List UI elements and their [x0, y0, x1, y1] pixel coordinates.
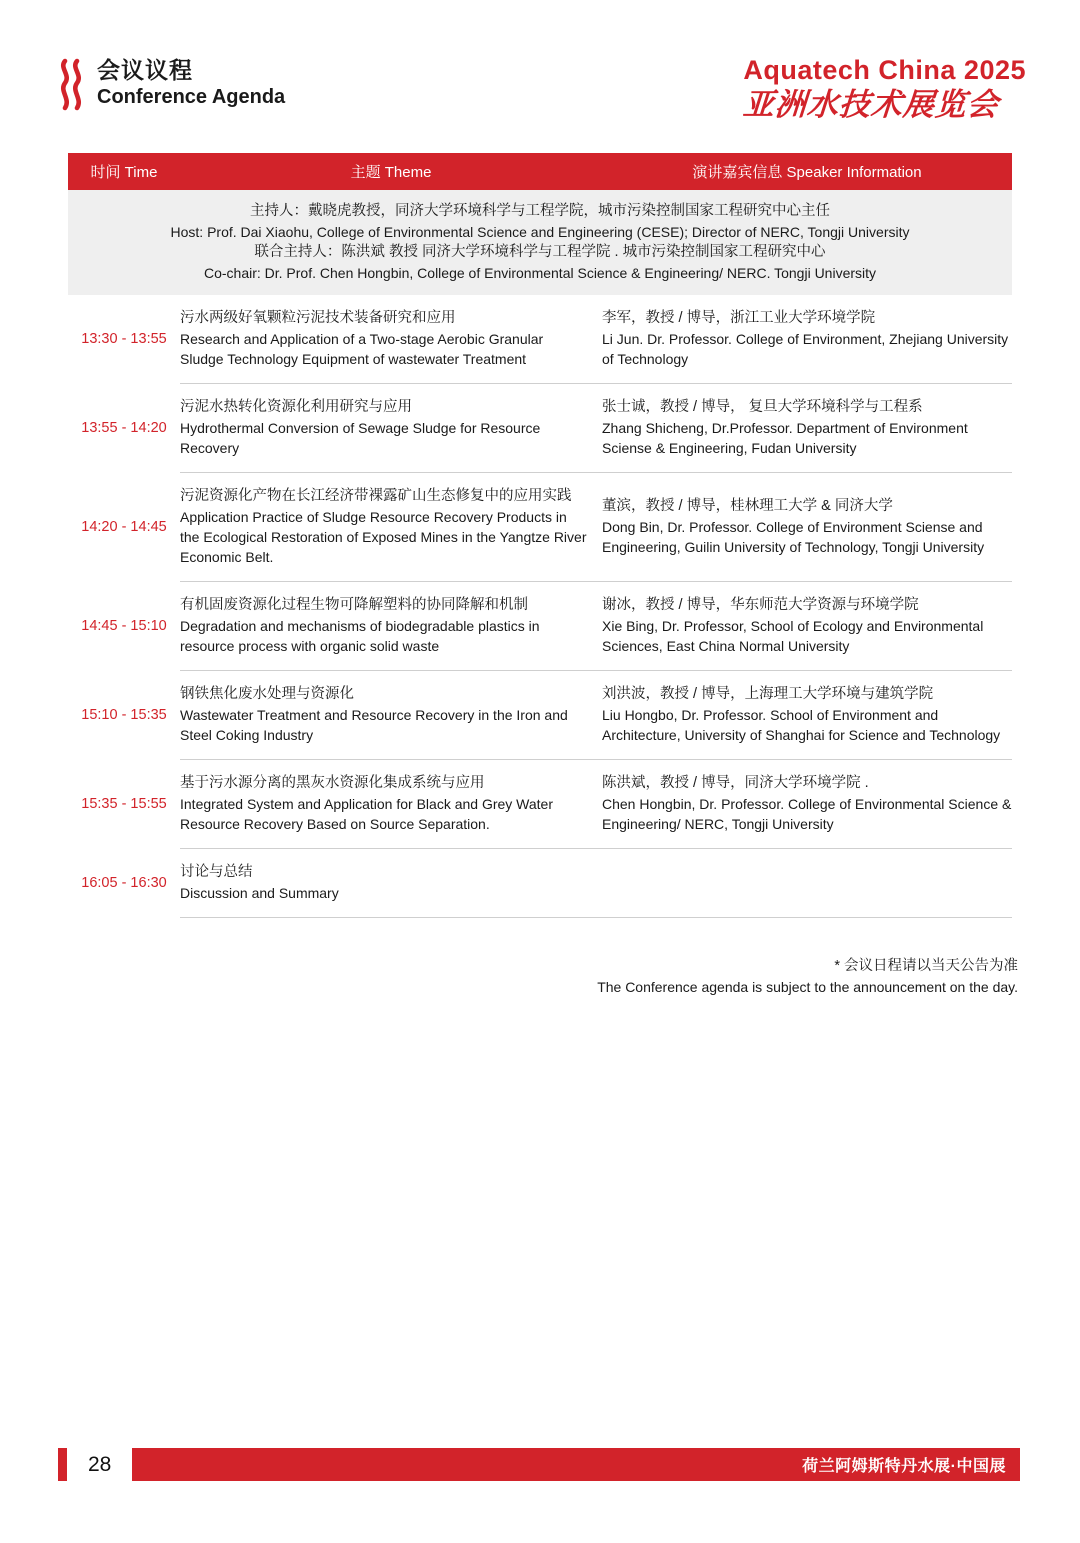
section-title-text — [97, 56, 285, 110]
table-row — [68, 760, 1012, 849]
time-slot: 14:45 - 15:10 — [81, 618, 167, 635]
row-cells — [180, 849, 1012, 918]
disclaimer-en: The Conference agenda is subject to the announcement on the day. — [597, 978, 1018, 995]
theme-cell — [180, 595, 590, 656]
speaker-en: Dong Bin, Dr. Professor. College of Environment Sciense and Engineering, Guilin University of Technology, Tongji University — [602, 518, 985, 555]
page-footer — [0, 1448, 1080, 1481]
page-header — [0, 0, 1080, 122]
time-slot: 13:55 - 14:20 — [81, 420, 167, 437]
theme-cell — [180, 684, 590, 745]
time-slot: 15:10 - 15:35 — [81, 707, 167, 724]
theme-en: Wastewater Treatment and Resource Recovery in the Iron and Steel Coking Industry — [180, 706, 568, 743]
column-header-theme: 主题 Theme — [350, 163, 432, 181]
event-logo-line2: 亚洲水技术展览会 — [742, 86, 1001, 122]
theme-en: Degradation and mechanisms of biodegradable plastics in resource process with organic solid waste — [180, 617, 540, 654]
speaker-en: Zhang Shicheng, Dr.Professor. Department of Environment Sciense & Engineering, Fudan University — [602, 419, 968, 456]
speaker-en: Liu Hongbo, Dr. Professor. School of Environment and Architecture, University of Shanghai for Science and Technology — [602, 706, 1001, 743]
table-row — [68, 473, 1012, 582]
column-header-speaker: 演讲嘉宾信息 Speaker Information — [692, 163, 922, 181]
section-title-cn: 会议议程 — [97, 57, 193, 83]
section-title-en: Conference Agenda — [97, 85, 286, 108]
footer-accent-tab — [58, 1448, 67, 1481]
speaker-cn: 陈洪斌，教授 / 博导，同济大学环境学院 . — [602, 774, 869, 791]
footer-banner-text: 荷兰阿姆斯特丹水展·中国展 — [802, 1458, 1006, 1475]
theme-cell — [180, 862, 590, 903]
row-cells — [180, 671, 1012, 760]
speaker-cell — [602, 773, 1012, 834]
theme-en: Integrated System and Application for Black and Grey Water Resource Recovery Based on Source Separation. — [180, 795, 554, 832]
host-info-block — [68, 190, 1012, 295]
column-header-time: 时间 Time — [90, 163, 158, 181]
event-logo — [743, 56, 1026, 122]
cochair-line-cn: 联合主持人：陈洪斌 教授 同济大学环境科学与工程学院 . 城市污染控制国家工程研究中心 — [254, 243, 826, 260]
table-row — [68, 582, 1012, 671]
host-line-en: Host: Prof. Dai Xiaohu, College of Environmental Science and Engineering (CESE); Director of NERC, Tongji University — [170, 223, 910, 240]
time-slot: 13:30 - 13:55 — [81, 331, 167, 348]
event-logo-line1: Aquatech China 2025 — [743, 55, 1026, 85]
section-title — [58, 56, 285, 112]
footer-banner — [132, 1448, 1020, 1481]
water-ripple-icon — [58, 58, 84, 112]
theme-cn: 钢铁焦化废水处理与资源化 — [180, 685, 354, 702]
table-row — [68, 849, 1012, 918]
theme-cn: 污水两级好氧颗粒污泥技术装备研究和应用 — [180, 309, 456, 326]
table-row — [68, 295, 1012, 384]
speaker-en: Chen Hongbin, Dr. Professor. College of Environmental Science & Engineering/ NERC, Tongji University — [602, 795, 1012, 832]
speaker-cell — [602, 684, 1012, 745]
host-line-cn: 主持人：戴晓虎教授，同济大学环境科学与工程学院，城市污染控制国家工程研究中心主任 — [250, 202, 830, 219]
theme-en: Discussion and Summary — [180, 884, 339, 901]
speaker-cn: 张士诚，教授 / 博导， 复旦大学环境科学与工程系 — [602, 398, 923, 415]
agenda-table — [68, 153, 1012, 918]
speaker-cn: 李军，教授 / 博导，浙江工业大学环境学院 — [602, 309, 876, 326]
time-slot: 15:35 - 15:55 — [81, 796, 167, 813]
theme-en: Research and Application of a Two-stage Aerobic Granular Sludge Technology Equipment of wastewater Treatment — [180, 330, 544, 367]
theme-cn: 有机固废资源化过程生物可降解塑料的协同降解和机制 — [180, 596, 528, 613]
speaker-cell — [602, 595, 1012, 656]
table-header-row — [68, 153, 1012, 190]
speaker-cell — [602, 496, 1012, 557]
theme-cn: 讨论与总结 — [180, 863, 253, 880]
page-number: 28 — [88, 1452, 112, 1476]
table-row — [68, 671, 1012, 760]
table-row — [68, 384, 1012, 473]
time-slot: 16:05 - 16:30 — [81, 875, 167, 892]
speaker-cell — [602, 308, 1012, 369]
theme-cn: 污泥水热转化资源化利用研究与应用 — [180, 398, 412, 415]
speaker-en: Li Jun. Dr. Professor. College of Environment, Zhejiang University of Technology — [602, 330, 1009, 367]
speaker-en: Xie Bing, Dr. Professor, School of Ecology and Environmental Sciences, East China Normal University — [602, 617, 984, 654]
theme-cell — [180, 773, 590, 834]
theme-cell — [180, 486, 590, 567]
speaker-cn: 谢冰，教授 / 博导，华东师范大学资源与环境学院 — [602, 596, 919, 613]
theme-cn: 污泥资源化产物在长江经济带裸露矿山生态修复中的应用实践 — [180, 487, 572, 504]
theme-cell — [180, 308, 590, 369]
row-cells — [180, 295, 1012, 384]
row-cells — [180, 760, 1012, 849]
theme-cn: 基于污水源分离的黑灰水资源化集成系统与应用 — [180, 774, 485, 791]
cochair-line-en: Co-chair: Dr. Prof. Chen Hongbin, College of Environmental Science & Engineering/ NERC. Tongji University — [203, 264, 877, 281]
theme-en: Hydrothermal Conversion of Sewage Sludge for Resource Recovery — [180, 419, 541, 456]
disclaimer-cn: * 会议日程请以当天公告为准 — [834, 957, 1018, 974]
speaker-cn: 董滨，教授 / 博导，桂林理工大学 & 同济大学 — [602, 497, 893, 514]
theme-en: Application Practice of Sludge Resource Recovery Products in the Ecological Restoration of Exposed Mines in the Yangtze River Economic Belt. — [180, 508, 587, 565]
row-cells — [180, 473, 1012, 582]
disclaimer — [0, 956, 1018, 997]
row-cells — [180, 582, 1012, 671]
theme-cell — [180, 397, 590, 458]
speaker-cn: 刘洪波，教授 / 博导，上海理工大学环境与建筑学院 — [602, 685, 934, 702]
time-slot: 14:20 - 14:45 — [81, 519, 167, 536]
row-cells — [180, 384, 1012, 473]
speaker-cell — [602, 397, 1012, 458]
